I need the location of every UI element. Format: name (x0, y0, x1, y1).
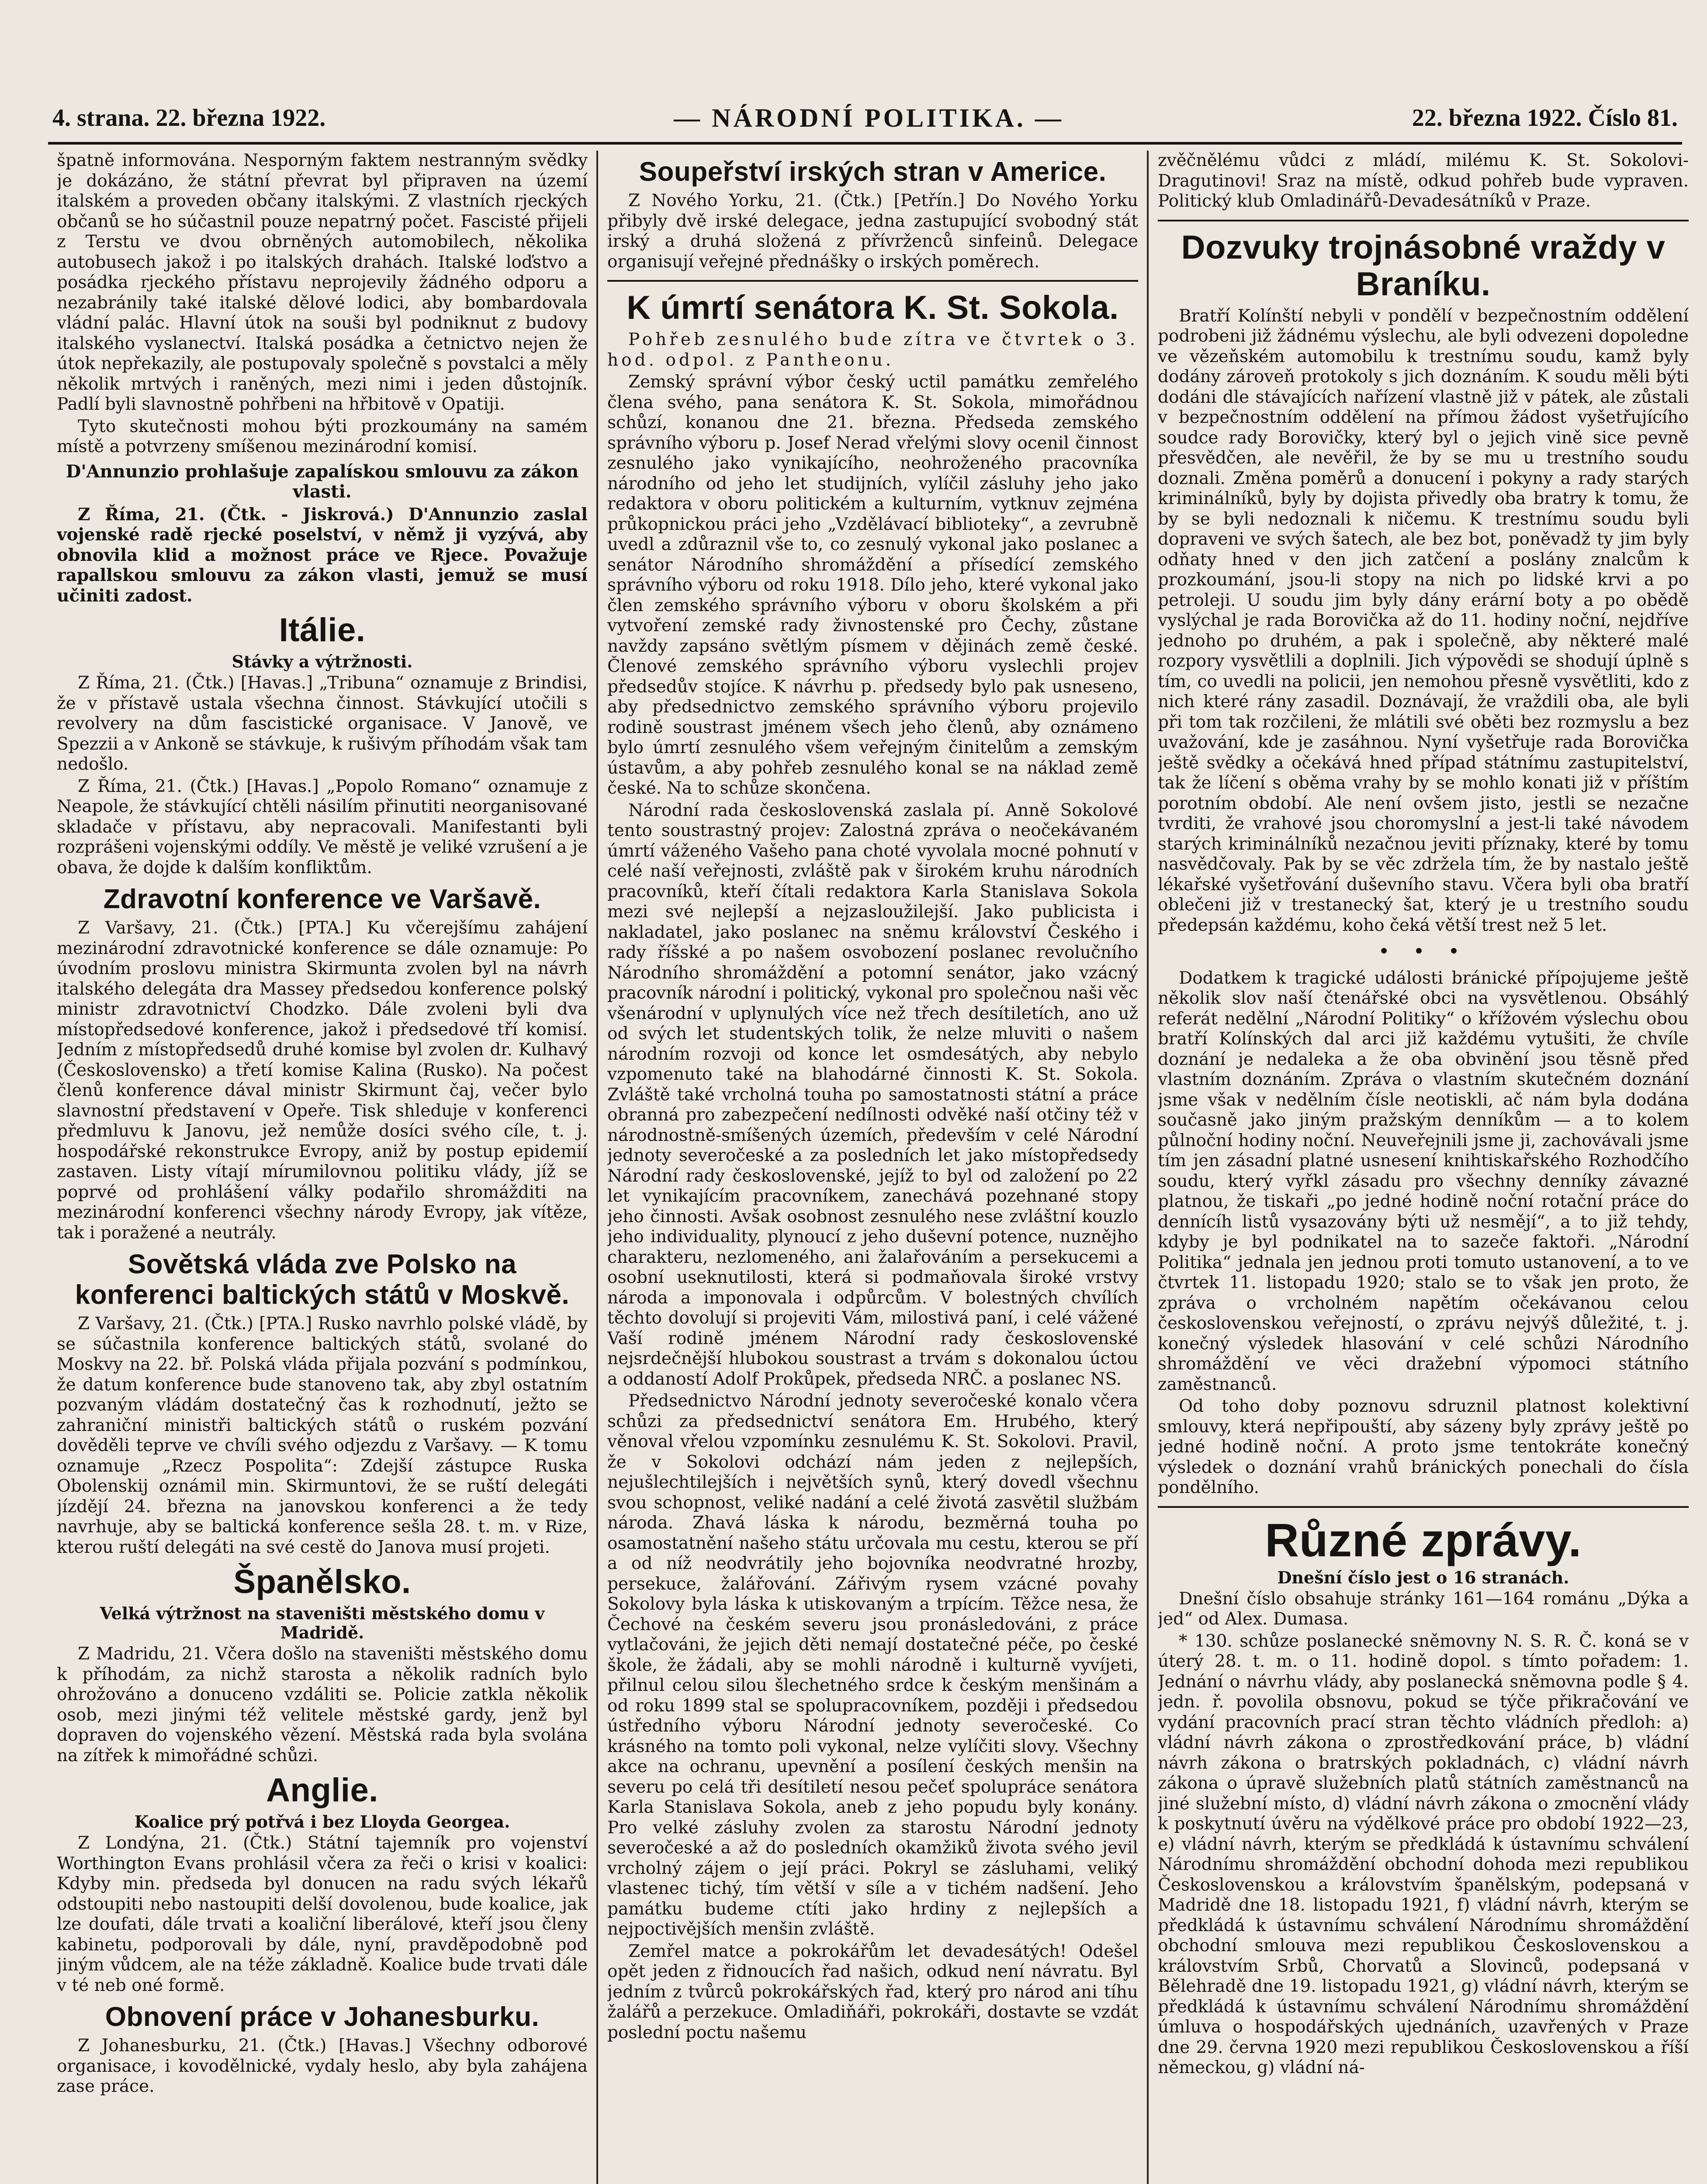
section-heading: Anglie. (266, 1772, 378, 1809)
article-paragraph: Z Johanesburku, 21. (Čtk.) [Havas.] Všechny odborové organisace, i kovodělnické, vydaly heslo, aby byla zahájena zase práce. (57, 2036, 588, 2096)
article-paragraph: Z Říma, 21. (Čtk.) [Havas.] „Popolo Romano“ oznamuje z Neapole, že stávkující chtěli násilím přinutiti neorganisované skladače v přístavu, aby nepracovali. Manifestanti byli rozprášeni vojenskými oddíly. Ve městě je veliké vzrušení a je obava, že dojde k dalším konfliktům. (57, 776, 588, 878)
separator-stars: • • • (1378, 940, 1468, 963)
page-number-date: 4. strana. 22. března 1922. (52, 104, 326, 131)
article-headline: K úmrtí senátora K. St. Sokola. (627, 289, 1119, 326)
masthead (52, 100, 1678, 135)
column-divider (1147, 151, 1149, 2184)
article-paragraph: Zemský správní výbor český uctil památku zemřelého člena svého, pana senátora K. St. Sokola, mimořádnou schůzí, konanou dne 21. března. Předseda zemského správního výboru p. Josef Nerad vřelými slovy ocenil činnost zesnulého jako vynikajícího, neohroženého pracovníka národního od jeho let studijních, vylíčil zásluhy jeho jako redaktora v oboru politickém a kulturním, vytknuv zejména průkopnickou práci jeho „Vzdělávací biblioteky“, a zevrubně uvedl a zdůraznil vše to, co zesnulý vykonal jako poslanec a senátor Národního shromáždění a přísedící zemského správního výboru od roku 1918. Dílo jeho, které vykonal jako člen zemského správního výboru v oboru školském a při vytvoření zemské rady živnostenské pro Čechy, zůstane navždy zapsáno světlým písmem v dějinách země české. Členové zemského správního výboru vyslechli projev předsedův stojíce. K návrhu p. předsedy bylo pak usneseno, aby předsednictvo zemského správního výboru projevilo rodině soustrast jménem všech jeho členů, aby oznámeno bylo úmrtí zesnulého všem veřejným činitelům a zemským ústavům, a aby pohřeb zesnulého konal se na náklad země české. Na to schůze skončena. (607, 372, 1138, 798)
article-paragraph: špatně informována. Nesporným faktem nestranným svědky je dokázáno, že státní převrat byl připraven na území italském a proveden občany italskými. Z vlastních rjeckých občanů se ho súčastnil pouze nepatrný počet. Fascisté přijeli z Terstu ve dvou obrněných automobilech, několika autobusech jakož i po italských drahách. Italské loďstvo a posádka rjeckého přístavu neprojevily žádného odporu a nezabránily také italské dělové lodici, aby bombardovala vládní palác. Hlavní útok na souši byl podniknut z budovy italského vyslanectví. Italská posádka a četnictvo nejen že útok nepřekazily, ale postupovaly společně s povstalci a měly několik mrtvých i raněných, mezi nimi i jeden důstojník. Padlí byli slavnostně pohřbeni na hřbitově v Opatiji. (57, 151, 588, 414)
column-2 (607, 151, 1138, 2184)
article-headline: Dozvuky trojnásobné vraždy v Braníku. (1181, 228, 1665, 303)
article-paragraph: Z Říma, 21. (Čtk. - Jiskrová.) D'Annunzio zaslal vojenské radě rjecké poselství, v němž ji vyzývá, aby obnovila klid a možnost práce ve Rjece. Považuje rapallskou smlouvu za zákon vlasti, jemuž se musí učiniti zadost. (57, 504, 588, 606)
article-subheading: Dnešní číslo jest o 16 stranách. (1277, 1567, 1569, 1587)
article-headline: Sovětská vláda zve Polsko na konferenci baltických států v Moskvě. (75, 1249, 570, 1310)
article-paragraph: Z Říma, 21. (Čtk.) [Havas.] „Tribuna“ oznamuje z Brindisi, že v přístavě ustala všechna činnost. Stávkující utočili s revolvery na dům fascistické organisace. V Janově, ve Spezzii a v Ankoně se stávkuje, k rušivým příhodám však tam nedošlo. (57, 673, 588, 774)
section-heading: Itálie. (279, 612, 366, 649)
article-subheading: Velká výtržnost na staveništi městského domu v Madridě. (100, 1603, 545, 1642)
section-heading: Různé zprávy. (1265, 1513, 1582, 1566)
article-paragraph: Dodatkem k tragické události bránické přípojujeme ještě několik slov naší čtenářské obci na vysvětlenou. Obsáhlý referát nedělní „Národní Politiky“ o křížovém výslechu obou bratří Kolínských dal arci již každému vytušiti, že chvíle doznání je nedaleka a že oba obvinění jsou těsně před vlastním doznáním. Zpráva o vlastním skutečném doznání jsme však v nedělním čísle neotiskli, ač nám byla dodána současně jako jiným pražským denníkům — a to kolem půlnoční hodiny noční. Neuveřejnili jsme ji, zachovávali jsme tím jen zásadní platné usnesení knihtiskařského Rozhodčího soudu, který vyřkl zásadu pro všechny denníky závazné platnou, že tiskaři „po jedné hodině noční rotační práce do dennícíh listů vysazovány býti už nesmějí“, a to již tehdy, kdyby je byl podnikatel na to sazeče faktoři. „Národní Politika“ jednala jen jednou proti tomuto ustanovení, a to ve čtvrtek 11. listopadu 1920; stalo se to však jen proto, že zpráva o vrcholném napětím očekávanou celou československou veřejností, o zprávu nejvýš důležité, t. j. konečný výsledek hlasování v celé schůzi Národního shromáždění ve věci dražební výpomoci státního zaměstnanců. (1158, 968, 1689, 1394)
article-paragraph: Z Nového Yorku, 21. (Čtk.) [Petřín.] Do Nového Yorku přibyly dvě irské delegace, jedna zastupující svobodný stát irský a druhá složená z přívrženců sinfeinů. Delegace organisují veřejné přednášky o irských poměrech. (607, 191, 1138, 272)
article-paragraph: Národní rada československá zaslala pí. Anně Sokolové tento soustrastný projev: Zalostná zpráva o neočekávaném úmrtí váženého Vašeho pana choté vyvolala mocné pohnutí v celé naší veřejnosti, zvláště pak v širokém kruhu národních pracovníků, kteří čítali redaktora Karla Stanislava Sokola mezi své nejlepší a nejzasloužilejší. Jako publicista i nakladatel, jako poslanec na sněmu království Českého i rady říšské a po našem osvobození poslanec revolučního Národního shromáždění a potomní senátor, jako vzácný pracovník národní i politický, vykonal pro společnou naši věc všenárodní v uplynulých více než třech desítiletích, ano už od svých let studentských tolik, že nelze mluviti o našem národním rozvoji od konce let osmdesátých, aby nebylo vzpomenuto také na blahodárné činnosti K. St. Sokola. Zvláště také vrcholná touha po samostatnosti státní a práce obranná pro zabezpečení nedílnosti odvěké naší otčiny též v národnostně-smíšených územích, především v celé Národní jednoty severočeské a za posledních let jako místopředsedy Národní rady československé, jejíž to byl od založení po 22 let vynikajícím pracovníkem, zanechává pozehnané stopy jeho činnosti. Avšak osobnost zesnulého nese zvláštní kouzlo jeho individuality, plynoucí z jeho duševní potence, nuznějho charakteru, nezlomeného, ani žalařováním a persekucemi a osobní useknutilosti, která si podmaňovala široké vrstvy národa a imponovala i odpůrcům. V bolestných chvílích těchto dovolují si projeviti Vám, milostivá paní, i celé vážené Vaší rodině jménem Národní rady československé nejsrdečnější hlubokou soustrast a trvám s dokonalou úctou a oddaností Adolf Prokůpek, předseda NRČ. a poslanec NS. (607, 800, 1138, 1389)
article-headline: Soupeřství irských stran v Americe. (639, 157, 1107, 187)
column-divider (596, 151, 598, 2184)
masthead-rule (48, 142, 1682, 145)
article-subheading: Koalice prý potřvá i bez Lloyda Georgea. (134, 1812, 510, 1832)
article-paragraph: Z Madridu, 21. Včera došlo na staveništi městského domu k příhodám, za nichž starosta a několik radních bylo ohrožováno a donuceno vzdáliti se. Policie zatkla několik osob, mezi jinými též velitele městské gardy, jenž byl dopraven do vojenského vězení. Městská rada byla svolána na zítřek k mimořádné schůzi. (57, 1644, 588, 1766)
article-headline: Obnovení práce v Johanesburku. (105, 2002, 540, 2032)
newspaper-title: — NÁRODNÍ POLITIKA. — (674, 103, 1064, 132)
article-paragraph: Bratří Kolínští nebyli v pondělí v bezpečnostním oddělení podrobeni již žádnému výslechu, ale byli odvezeni dopoledne ve vězeňském automobilu k trestnímu soudu, kamž byly dodány zároveň protokoly s jich doznáním. K soudu měli býti dodáni dle stávajících nařízení vlastně již v pátek, ale zůstali v bezpečnostním oddělení na přímou žádost vyšetřujícího soudce rady Borovičky, který byl o jejich vině sice pevně přesvědčen, ale nevěřil, že by se mu u trestního soudu doznali. Změna poměrů a donucení i pokyny a rady starých kriminálníků, byly by dojista přivedly oba bratry k tomu, že by se byli nedoznali k ničemu. K trestnímu soudu byli dopraveni ve svých šatech, ale bez bot, poněvadž ty jim byly odňaty hned v den jich zatčení a poslány znalcům k prozkoumání, jsou-li stopy na nich po lidské krvi a po petroleji. U soudu jim byly dány erární boty a po obědě vyslýchal je rada Borovička až do 11. hodiny noční, nejdříve jednoho po druhém, a pak i společně, aby některé malé rozpory vysvětlili a doplnili. Jich výpovědi se shodují úplně s tím, co uvedli na policii, jen nemohou přesně vysvětliti, kdo z nich které rány zasadil. Doznávají, že vraždili oba, ale byli při tom tak rozčileni, že mlátili své oběti bez rozmyslu a bez uvažování, kde je zasáhnou. Nyní vyšetřuje rada Borovička ještě svědky a očekává hned případ státnímu zastupitelství, tak že líčení s oběma vrahy by se mohlo konati již v příštím porotním období. Ale není ovšem jisto, jestli se nezačne tvrditi, že vrahové jsou choromyslní a jest-li také návodem starých kriminálníků nezačnou jeviti příznaky, které by tomu nasvědčovaly. Pak by se věc zdržela tím, že by nastalo ještě lékařské vyšetřování duševního stavu. Včera byli oba bratří oblečeni již v trestanecký šat, který je u trestního soudu předepsán každému, koho čeká větší trest než 5 let. (1158, 306, 1689, 935)
article-paragraph: Předsednictvo Národní jednoty severočeské konalo včera schůzi za předsednictví senátora Em. Hrubého, který věnoval vřelou vzpomínku zesnulému K. St. Sokolovi. Pravil, že v Sokolovi odchází nám jeden z nejlepších, nejušlechtilejších i největších synů, který dovedl všechnu svou schopnost, veliké nadání a celé životá zasvětil službám národa. Zhavá láska k národu, bezměrná touha po osamostatnění našeho státu určovala mu cestu, kterou se pří a od níž neodvrátily jeho bojovníka neodvratné hrozby, persekuce, žalářování. Zářivým rysem vzácné povahy Sokolovy byla láska k utiskovaným a trpícím. Těžce nesa, že Čechové na českém severu jsou pronásledováni, z práce vytlačováni, že jejich děti nemají dostatečné péče, po české škole, že žádali, aby se mohli národně i kulturně vyvíjeti, přilnul celou silou šlechetného srdce k českým menšinám a od roku 1899 stal se spolupracovníkem, později i předsedou ústředního výboru Národní jednoty severočeské. Co krásného na tomto poli vykonal, nelze vylíčiti slovy. Všechny akce na ochranu, upevnění a posílení českých menšin na severu po celá tři desítiletí nesou pečeť spolupráce senátora Karla Stanislava Sokola, aneb z jeho popudu byly konány. Pro velké zásluhy zvolen za starostu Národní jednoty severočeské a až do posledních okamžiků života svého jevil vrcholný zájem o její práci. Pokryl se zásluhami, veliký vlastenec tichý, tím větší v síle a v tichém nadšení. Jeho památku budeme ctíti jako hrdiny z nejlepších a nejpoctivějších menšin zvláště. (607, 1391, 1138, 1939)
article-paragraph: Tyto skutečnosti mohou býti prozkoumány na samém místě a potvrzeny smíšenou mezinárodní komisí. (57, 416, 588, 456)
article-paragraph: Z Varšavy, 21. (Čtk.) [PTA.] Rusko navrhlo polské vládě, by se súčastnila konference baltických států, svolané do Moskvy na 22. bř. Polská vláda přijala pozvání s podmínkou, že datum konference bude stanoveno tak, aby zbyl ostatním pozvaným vládám dostatečný čas k rozhodnutí, ježto se zahraniční ministři baltických států o ruském pozvání dověděli teprve ve chvíli svého odjezdu z Varšavy. — K tomu oznamuje „Rzecz Pospolita“: Zdejší zástupce Ruska Obolenskij oznámil min. Skirmuntovi, že se ruští delegáti jízdějí 24. března na janovskou konferenci a že tedy navrhuje, aby se baltická konference sešla 28. t. m. v Rize, kterou ruští delegáti na své cestě do Janova musí projeti. (57, 1314, 588, 1557)
article-divider (1158, 1506, 1689, 1508)
article-headline: D'Annunzio prohlašuje zapalískou smlouvu za zákon vlasti. (66, 461, 579, 502)
article-divider (1158, 220, 1689, 221)
section-heading: Španělsko. (233, 1563, 411, 1600)
article-paragraph: zvěčnělému vůdci z mládí, milému K. St. Sokolovi-Dragutinovi! Sraz na místě, odkud pohřeb bude vypraven. Politický klub Omladinářů-Devadesátníků v Praze. (1158, 151, 1689, 211)
article-paragraph: Z Londýna, 21. (Čtk.) Státní tajemník pro vojenství Worthington Evans prohlásil včera za řeči o krisi v koalici: Kdyby min. předseda byl donucen na radu svých lékařů odstoupiti nebo nastoupiti delší dovolenou, bude koalice, jak lze doufati, dále trvati a koaliční liberálové, kteří jsou členy kabinetu, podporovali by dále, nyní, pravděpodobně pod jiným vůdcem, ale na téže základně. Koalice bude trvati dále v té neb oné formě. (57, 1833, 588, 1995)
article-paragraph: Pohřeb zesnulého bude zítra ve čtvrtek o 3. hod. odpol. z Pantheonu. (607, 330, 1138, 370)
column-3 (1158, 151, 1689, 2184)
article-paragraph: Dnešní číslo obsahuje stránky 161—164 románu „Dýka a jed“ od Alex. Dumasa. (1158, 1589, 1689, 1629)
column-1 (57, 151, 588, 2184)
article-paragraph: Zemřel matce a pokrokářům let devadesátých! Odešel opět jeden z řidnoucích řad našich, odkud není návratu. Byl jedním z tvůrců pokrokářských řad, který pro národ ani tíhu žalářů a perzekuce. Omladiňáři, pokrokáři, dostavte se vzdát poslední poctu našemu (607, 1941, 1138, 2042)
article-subheading: Stávky a výtržnosti. (232, 652, 413, 671)
article-paragraph: Od toho doby poznovu sdruznil platnost kolektivní smlouvy, která nepřipouští, aby sázeny byly zprávy ještě po jedné hodině noční. A proto jsme tentokráte konečný výsledek o doznání vrahů bránických ponechali do čísla pondělního. (1158, 1396, 1689, 1497)
issue-date-number: 22. března 1922. Číslo 81. (1412, 104, 1678, 131)
article-paragraph: * 130. schůze poslanecké sněmovny N. S. R. Č. koná se v úterý 28. t. m. o 11. hodině dopol. s tímto pořadem: 1. Jednání o návrhu vlády, aby poslanecká sněmovna podle § 4. jedn. ř. povolila obsnovu, pokud se týče přikračování ve vydání pracovních prací stran těchto vládních předloh: a) vládní návrh zákona o zprostředkování práce, b) vládní návrh zákona o bratrských pokladnách, c) vládní návrh zákona o úpravě služebních platů státních zaměstnanců na jiné služební místo, d) vládní návrh zákona o zmocnění vlády k poskytnutí úvěru na výdělkové práce pro období 1922—23, e) vládní návrh, kterým se předkládá k ústavnímu schválení Národnímu shromáždění obchodní dohoda mezi republikou Československou a královstvím španělským, podepsaná v Madridě dne 18. listopadu 1921, f) vládní návrh, kterým se předkládá k ústavnímu schválení Národnímu shromáždění obchodní smlouva mezi republikou Československou a královstvím Srbů, Chorvatů a Slovinců, podepsaná v Bělehradě dne 19. listopadu 1921, g) vládní návrh, kterým se předkládá k ústavnímu schválení Národnímu shromáždění úmluva o hospodářských ujednáních, uzavřených v Praze dne 29. června 1920 mezi republikou Československou a říší německou, g) vládní ná- (1158, 1631, 1689, 2077)
article-paragraph: Z Varšavy, 21. (Čtk.) [PTA.] Ku včerejšímu zahájení mezinárodní zdravotnické konference se dále oznamuje: Po úvodním proslovu ministra Skirmunta zvolen byl na návrh italského delegáta dra Massey předsedou konference polský ministr zdravotnictví Chodzko. Dále zvoleni byli dva místopředsedové konference, jakož i předsedové tří komisí. Jedním z místopředsedů druhé komise byl zvolen dr. Kulhavý (Československo) a třetí komise Kalina (Rusko). Na počest členů konference dával ministr Skirmunt čaj, večer bylo slavnostní představení v Opeře. Tisk shleduje v konferenci předmluvu k Janovu, jež nemůže dosíci svého cíle, t. j. hospodářské rekonstrukce Evropy, aniž by postup epidemií zastaven. Listy vítají mírumilovnou politiku vlády, jíž se poprvé od prohlášení války podařilo shromážditi na mezinárodní konferenci všechny národy Evropy, jak vítěze, tak i poražené a neutrály. (57, 918, 588, 1243)
article-divider (607, 280, 1138, 282)
article-headline: Zdravotní konference ve Varšavě. (103, 884, 541, 914)
